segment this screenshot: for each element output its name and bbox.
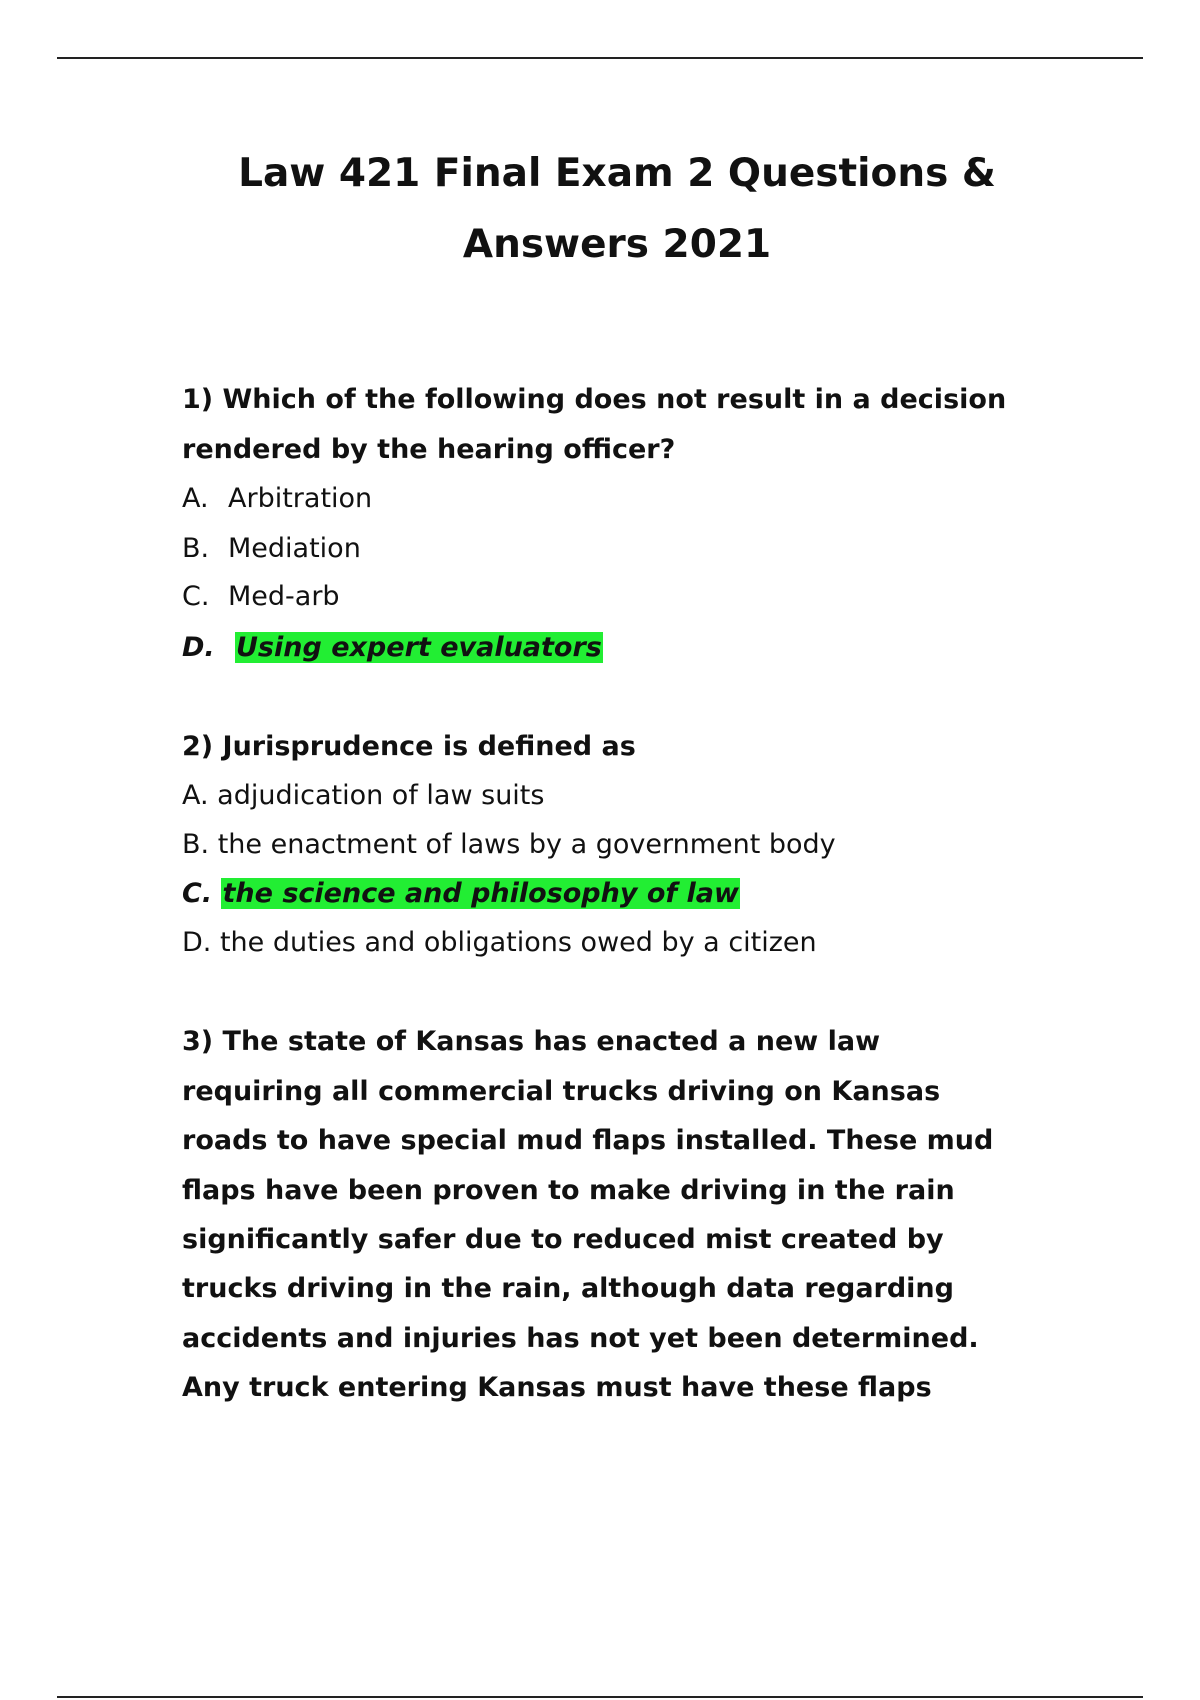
question-2-line-1: 2) Jurisprudence is defined as (182, 731, 636, 762)
question-1-option-c (182, 579, 340, 615)
question-2-option-c-correct (182, 876, 740, 912)
question-3-line-3: roads to have special mud flaps installed. These mud (182, 1125, 994, 1156)
option-letter: D. (182, 927, 212, 958)
question-1-line-1: 1) Which of the following does not result in a decision (182, 384, 1007, 415)
title-line-2: Answers 2021 (462, 222, 772, 267)
top-rule (57, 57, 1143, 59)
question-2-option-a (182, 778, 544, 814)
question-3-line-1: 3) The state of Kansas has enacted a new law (182, 1026, 881, 1057)
question-2-option-d (182, 925, 817, 961)
highlighted-answer: the science and philosophy of law (222, 878, 739, 909)
option-text: Arbitration (228, 483, 373, 514)
question-3-line-4: flaps have been proven to make driving in the rain (182, 1175, 955, 1206)
option-letter: A. (182, 780, 209, 811)
option-text: the enactment of laws by a government body (217, 829, 836, 860)
question-3-line-5: significantly safer due to reduced mist created by (182, 1224, 944, 1255)
question-1-option-b (182, 531, 361, 567)
question-1-option-d-correct (182, 630, 603, 666)
document-title (0, 138, 1200, 280)
question-2-option-b (182, 827, 836, 863)
question-3-line-6: trucks driving in the rain, although data regarding (182, 1273, 954, 1304)
bottom-rule (57, 1696, 1143, 1698)
option-text: the duties and obligations owed by a citizen (219, 927, 817, 958)
question-3-line-7: accidents and injuries has not yet been determined. (182, 1323, 979, 1354)
option-text: adjudication of law suits (217, 780, 545, 811)
highlighted-answer: Using expert evaluators (236, 632, 602, 663)
question-3-line-2: requiring all commercial trucks driving on Kansas (182, 1076, 941, 1107)
option-letter: C. (182, 878, 213, 909)
option-text: Mediation (228, 533, 361, 564)
option-letter: B. (182, 533, 210, 564)
question-1-option-a (182, 481, 372, 517)
option-text: Med-arb (228, 581, 340, 612)
question-1-line-2: rendered by the hearing officer? (182, 434, 676, 465)
option-letter: A. (182, 483, 209, 514)
option-letter: B. (182, 829, 210, 860)
question-3-line-8: Any truck entering Kansas must have these flaps (182, 1372, 932, 1403)
option-letter: D. (182, 632, 215, 663)
option-letter: C. (182, 581, 210, 612)
title-line-1: Law 421 Final Exam 2 Questions & (238, 151, 996, 196)
